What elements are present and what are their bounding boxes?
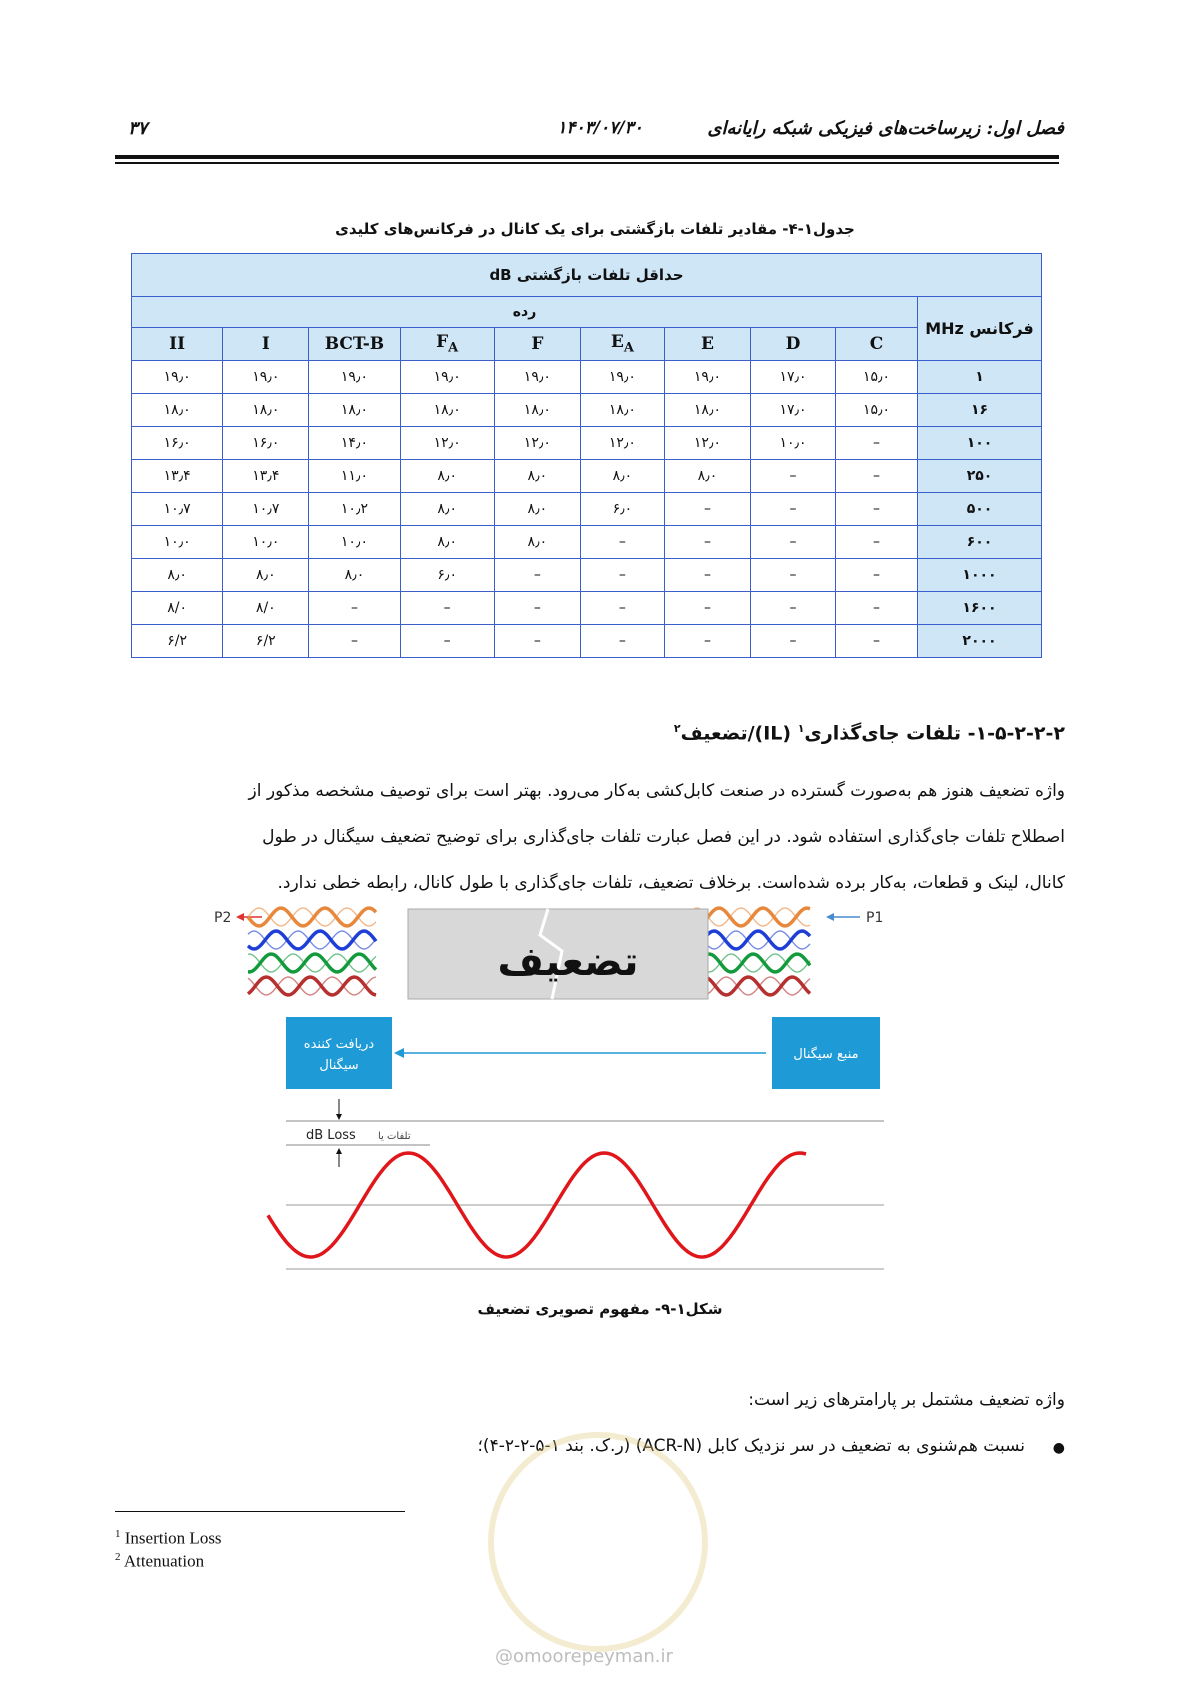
value-cell: ۱۸٫۰ [223, 394, 309, 427]
value-cell: – [400, 592, 494, 625]
value-cell: – [836, 493, 918, 526]
value-cell: ۱۳٫۴ [223, 460, 309, 493]
loss-label: dB Loss [306, 1128, 356, 1143]
value-cell: ۸٫۰ [132, 559, 223, 592]
value-cell: – [494, 592, 580, 625]
class-i: I [223, 328, 309, 361]
value-cell: ۱۲٫۰ [664, 427, 750, 460]
value-cell: ۱۹٫۰ [132, 361, 223, 394]
value-cell: – [836, 625, 918, 658]
freq-cell: ۶۰۰ [918, 526, 1042, 559]
table-row [132, 559, 1042, 592]
value-cell: – [494, 559, 580, 592]
p1-arrow-head [826, 913, 834, 921]
table-row [132, 361, 1042, 394]
footnote-ref-2[interactable]: ۲ [673, 722, 681, 735]
value-cell: ۱۹٫۰ [664, 361, 750, 394]
value-cell: ۱۰٫۰ [223, 526, 309, 559]
value-cell: ۸٫۰ [400, 526, 494, 559]
freq-header: فرکانس MHz [918, 297, 1042, 361]
table-row [132, 592, 1042, 625]
loss-arrow-up-head [336, 1148, 342, 1154]
page-number: ۳۷ [128, 118, 148, 139]
freq-cell: ۱۰۰۰ [918, 559, 1042, 592]
footnote-rule [115, 1511, 405, 1512]
value-cell: ۱۰٫۰ [132, 526, 223, 559]
value-cell: – [664, 559, 750, 592]
value-cell: ۸٫۰ [494, 526, 580, 559]
value-cell: – [309, 592, 400, 625]
value-cell: – [836, 559, 918, 592]
table-row [132, 625, 1042, 658]
watermark-url: @omoorepeyman.ir [495, 1646, 673, 1667]
paragraph-line-1: واژه تضعیف هنوز هم به‌صورت گسترده در صنعت کابل‌کشی به‌کار می‌رود. بهتر است برای توصیف مشخصه مذکور از [248, 781, 1065, 801]
p1-label: P1 [866, 910, 884, 926]
value-cell: – [664, 493, 750, 526]
value-cell: – [580, 625, 664, 658]
bullet-dot: ● [1052, 1440, 1065, 1456]
value-cell: – [751, 625, 836, 658]
class-e: E [664, 328, 750, 361]
value-cell: ۸٫۰ [494, 493, 580, 526]
class-bct-b: BCT-B [309, 328, 400, 361]
section-title: ۱-۵-۲-۲-۲- تلفات جای‌گذاری$^۱$ (IL)/تضعیف$^۲$ [673, 722, 1065, 745]
header-rule-thin [115, 162, 1059, 164]
value-cell: ۱۸٫۰ [664, 394, 750, 427]
value-cell: ۶٫۰ [580, 493, 664, 526]
value-cell: – [664, 526, 750, 559]
value-cell: ۱۷٫۰ [751, 394, 836, 427]
value-cell: – [751, 460, 836, 493]
value-cell: – [836, 526, 918, 559]
table-row [132, 394, 1042, 427]
freq-cell: ۲۵۰ [918, 460, 1042, 493]
twisted-pair-strand [248, 931, 376, 949]
freq-cell: ۵۰۰ [918, 493, 1042, 526]
value-cell: ۱۹٫۰ [309, 361, 400, 394]
value-cell: ۶٫۰ [400, 559, 494, 592]
value-cell: – [580, 559, 664, 592]
value-cell: – [751, 592, 836, 625]
value-cell: – [494, 625, 580, 658]
table-row [132, 493, 1042, 526]
return-loss-table [131, 253, 1042, 658]
freq-cell: ۲۰۰۰ [918, 625, 1042, 658]
value-cell: ۸٫۰ [223, 559, 309, 592]
value-cell: ۱۲٫۰ [580, 427, 664, 460]
paragraph-line-2: اصطلاح تلفات جای‌گذاری استفاده شود. در این فصل عبارت تلفات جای‌گذاری برای توضیح تضعیف سیگنال در طول [262, 827, 1065, 847]
value-cell: ۸٫۰ [400, 493, 494, 526]
class-fa: $F_A$ [400, 328, 494, 361]
value-cell: ۱۹٫۰ [400, 361, 494, 394]
class-d: D [751, 328, 836, 361]
value-cell: ۱۰٫۰ [309, 526, 400, 559]
class-ea: $E_A$ [580, 328, 664, 361]
header-rule-thick [115, 155, 1059, 159]
table-row [132, 427, 1042, 460]
value-cell: ۸٫۰ [580, 460, 664, 493]
value-cell: ۶/۲ [132, 625, 223, 658]
value-cell: ۱۸٫۰ [494, 394, 580, 427]
value-cell: ۱۷٫۰ [751, 361, 836, 394]
value-cell: ۱۸٫۰ [580, 394, 664, 427]
bullet-acr-n: نسبت هم‌شنوی به تضعیف در سر نزدیک کابل (ACR-N) (ر.ک. بند ۱-۵-۲-۲-۴)؛ [477, 1436, 1025, 1456]
attenuation-figure [200, 905, 900, 1285]
value-cell: ۱۲٫۰ [400, 427, 494, 460]
footnote-ref-1[interactable]: ۱ [797, 722, 805, 735]
p2-label: P2 [214, 910, 232, 926]
class-row [132, 328, 1042, 361]
value-cell: ۸٫۰ [664, 460, 750, 493]
p2-arrow-head [236, 913, 244, 921]
value-cell: ۱۰٫۷ [223, 493, 309, 526]
chapter-title: فصل اول: زیرساخت‌های فیزیکی شبکه رایانه‌ای [707, 118, 1064, 139]
table-caption: جدول۱-۴- مقادیر تلفات بازگشتی برای یک کانال در فرکانس‌های کلیدی [335, 220, 855, 238]
left-twisted-pairs [248, 908, 376, 995]
paragraph-line-3: کانال، لینک و قطعات، به‌کار برده شده‌است. برخلاف تضعیف، تلفات جای‌گذاری با طول کانال، رابطه خطی ندارد. [277, 873, 1065, 893]
table-row [132, 460, 1042, 493]
value-cell: – [664, 625, 750, 658]
value-cell: ۱۹٫۰ [494, 361, 580, 394]
class-f: F [494, 328, 580, 361]
freq-cell: ۱۶ [918, 394, 1042, 427]
table-top-header: حداقل تلفات بازگشتی dB [132, 254, 1042, 297]
loss-arrow-down-head [336, 1114, 342, 1120]
value-cell: ۸/۰ [223, 592, 309, 625]
receiver-line-1: دریافت کننده [303, 1037, 375, 1052]
header-date: ۱۴۰۳/۰۷/۳۰ [557, 118, 643, 138]
receiver-line-2: سیگنال [319, 1058, 359, 1073]
value-cell: ۱۸٫۰ [400, 394, 494, 427]
value-cell: ۸٫۰ [494, 460, 580, 493]
twisted-pair-strand [248, 977, 376, 995]
value-cell: ۱۴٫۰ [309, 427, 400, 460]
value-cell: ۸/۰ [132, 592, 223, 625]
loss-prefix: تلفات یا [378, 1131, 411, 1142]
value-cell: ۱۸٫۰ [132, 394, 223, 427]
source-label: منبع سیگنال [793, 1047, 859, 1062]
twisted-pair-strand [248, 954, 376, 972]
value-cell: ۱۵٫۰ [836, 361, 918, 394]
value-cell: ۱۸٫۰ [309, 394, 400, 427]
value-cell: – [309, 625, 400, 658]
value-cell: ۸٫۰ [309, 559, 400, 592]
parameters-intro: واژه تضعیف مشتمل بر پارامترهای زیر است: [748, 1390, 1065, 1410]
value-cell: ۱۹٫۰ [580, 361, 664, 394]
value-cell: ۱۶٫۰ [223, 427, 309, 460]
twisted-pair-strand [248, 908, 376, 926]
class-c: C [836, 328, 918, 361]
value-cell: – [400, 625, 494, 658]
table-row [132, 526, 1042, 559]
value-cell: ۱۵٫۰ [836, 394, 918, 427]
class-ii: II [132, 328, 223, 361]
receiver-box [286, 1017, 392, 1089]
value-cell: – [751, 493, 836, 526]
value-cell: ۱۹٫۰ [223, 361, 309, 394]
watermark-seal [488, 1432, 708, 1652]
value-cell: – [836, 592, 918, 625]
value-cell: – [580, 592, 664, 625]
value-cell: – [580, 526, 664, 559]
value-cell: – [751, 526, 836, 559]
freq-cell: ۱ [918, 361, 1042, 394]
value-cell: ۸٫۰ [400, 460, 494, 493]
value-cell: – [664, 592, 750, 625]
value-cell: – [836, 427, 918, 460]
signal-arrow-head [394, 1048, 404, 1058]
footnote-2: $^2$ Attenuation [115, 1551, 205, 1571]
value-cell: ۱۰٫۷ [132, 493, 223, 526]
figure-caption: شکل۱-۹- مفهوم تصویری تضعیف [477, 1300, 723, 1318]
value-cell: ۱۱٫۰ [309, 460, 400, 493]
table-body [132, 361, 1042, 658]
attenuation-box-label: تضعیف [497, 939, 639, 985]
value-cell: – [836, 460, 918, 493]
freq-cell: ۱۶۰۰ [918, 592, 1042, 625]
value-cell: ۱۶٫۰ [132, 427, 223, 460]
value-cell: – [751, 559, 836, 592]
value-cell: ۶/۲ [223, 625, 309, 658]
footnote-1: $^1$ Insertion Loss [115, 1528, 222, 1548]
freq-cell: ۱۰۰ [918, 427, 1042, 460]
class-header: رده [132, 297, 918, 328]
value-cell: ۱۰٫۲ [309, 493, 400, 526]
twisted-pair-strand [248, 977, 376, 995]
value-cell: ۱۰٫۰ [751, 427, 836, 460]
value-cell: ۱۲٫۰ [494, 427, 580, 460]
value-cell: ۱۳٫۴ [132, 460, 223, 493]
